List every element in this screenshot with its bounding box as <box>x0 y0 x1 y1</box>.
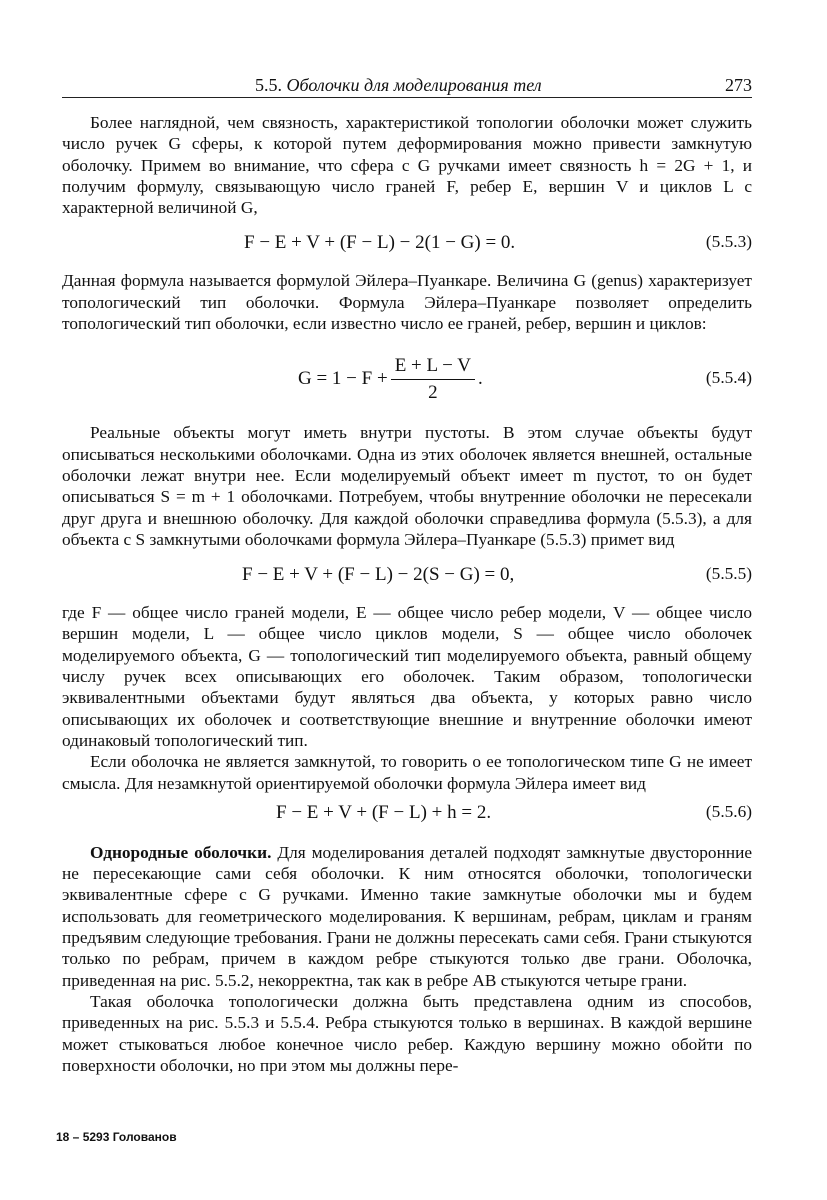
formula-5-5-5-number: (5.5.5) <box>705 564 752 584</box>
formula-5-5-4-fraction <box>391 355 475 404</box>
paragraph-6-heading: Однородные оболочки. <box>90 842 272 862</box>
formula-5-5-4-tail: . <box>478 368 483 390</box>
header-section-title: Оболочки для моделирования тел <box>286 75 542 95</box>
formula-5-5-4-lhs: G = 1 − F + <box>298 368 388 390</box>
formula-5-5-5 <box>62 558 752 592</box>
formula-5-5-6-expression: F − E + V + (F − L) + h = 2. <box>276 801 492 823</box>
formula-5-5-5-expression: F − E + V + (F − L) − 2(S − G) = 0, <box>242 564 515 586</box>
formula-5-5-6-number: (5.5.6) <box>705 801 752 821</box>
header-title <box>255 75 542 96</box>
page-body <box>62 112 752 1076</box>
header-section: 5.5. <box>255 75 282 95</box>
formula-5-5-4-numerator: E + L − V <box>391 355 475 380</box>
running-header <box>62 71 752 98</box>
formula-5-5-3 <box>62 226 752 260</box>
formula-5-5-6 <box>62 796 752 830</box>
formula-5-5-4-number: (5.5.4) <box>705 368 752 388</box>
page-number: 273 <box>725 75 752 95</box>
paragraph-6-text: Для моделирования деталей подходят замкнутые двусторонние не пересекающие сами себя оболочки. К ним относятся оболочки, топологически эквивалентные сфере с G ручками. Именно такие замкнутые оболочки мы и будем использовать для геометрического моделирования. К вершинам, ребрам, циклам и граням предъявим следующие требования. Грани не должны пересекать сами себя. Грани стыкуются только по ребрам, причем в каждом ребре стыкуются только две грани. Оболочка, приведенная на рис. 5.5.2, некорректна, так как в ребре AB стыкуются четыре грани. <box>62 842 752 990</box>
formula-5-5-4-expression <box>298 348 483 410</box>
paragraph-4: где F — общее число граней модели, E — общее число ребер модели, V — общее число вершин модели, L — общее число циклов модели, S — общее число оболочек моделируемого объекта, G — топологический тип моделируемого объекта, равный общему числу ручек всех описывающих его оболочек. Таким образом, топологически эквивалентными объектами будут являться два объекта, у которых равно число описывающих их оболочек и соответствующие внешние и внутренние оболочки имеют одинаковый топологический тип. <box>62 603 752 750</box>
paragraph-7: Такая оболочка топологически должна быть представлена одним из способов, приведенных на рис. 5.5.3 и 5.5.4. Ребра стыкуются только в вершинах. В каждой вершине может стыковаться любое конечное число ребер. Каждую вершину можно обойти по поверхности оболочки, но при этом мы должны пере- <box>62 991 752 1075</box>
formula-5-5-3-expression: F − E + V + (F − L) − 2(1 − G) = 0. <box>244 232 516 254</box>
paragraph-1: Более наглядной, чем связность, характеристикой топологии оболочки может служить число ручек G сферы, к которой путем деформирования можно привести замкнутую оболочку. Примем во внимание, что сфера с G ручками имеет связность h = 2G + 1, и получим формулу, связывающую число граней F, ребер E, вершин V и циклов L с характерной величиной G, <box>62 113 752 218</box>
formula-5-5-4-denominator: 2 <box>428 381 438 403</box>
paragraph-3: Реальные объекты могут иметь внутри пустоты. В этом случае объекты будут описываться несколькими оболочками. Одна из этих оболочек является внешней, остальные оболочки лежат внутри нее. Если моделируемый объект имеет m пустот, то он будет описываться S = m + 1 оболочками. Потребуем, чтобы внутренние оболочки не пересекали друг друга и внешнюю оболочку. Для каждой оболочки справедлива формула (5.5.3), а для объекта с S замкнутыми оболочками формула Эйлера–Пуанкаре (5.5.3) примет вид <box>62 423 752 549</box>
paragraph-2: Данная формула называется формулой Эйлера–Пуанкаре. Величина G (genus) характеризует топологический тип оболочки. Формула Эйлера–Пуанкаре позволяет определить топологический тип оболочки, если известно число ее граней, ребер, вершин и циклов: <box>62 271 752 334</box>
signature-mark: 18 – 5293 Голованов <box>56 1130 177 1144</box>
formula-5-5-3-number: (5.5.3) <box>705 232 752 252</box>
formula-5-5-4 <box>62 348 752 410</box>
paragraph-5: Если оболочка не является замкнутой, то говорить о ее топологическом типе G не имеет смысла. Для незамкнутой ориентируемой оболочки формула Эйлера имеет вид <box>62 752 752 793</box>
paragraph-6 <box>62 842 752 991</box>
